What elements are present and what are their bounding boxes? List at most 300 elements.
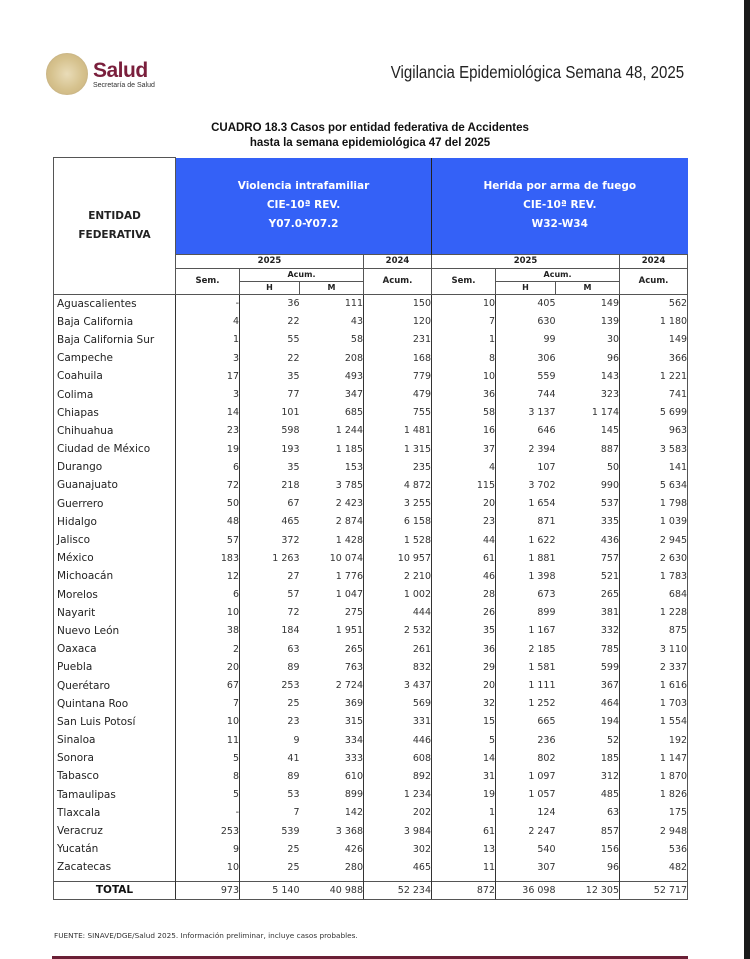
entity-name: Yucatán	[54, 840, 176, 858]
arma-acum-2024-cell: 1 221	[620, 367, 688, 385]
violencia-acum-2024-cell: 2 532	[364, 622, 432, 640]
violencia-acum-2024-cell: 569	[364, 695, 432, 713]
violencia-acum-2024-cell: 235	[364, 458, 432, 476]
entity-name: Coahuila	[54, 367, 176, 385]
violencia-acum-h-cell: 63	[240, 640, 300, 658]
arma-acum-2024-cell: 1 870	[620, 767, 688, 785]
caption-line-1: CUADRO 18.3 Casos por entidad federativa de Accidentes	[211, 122, 529, 134]
violencia-acum-m-cell: 10 074	[329, 552, 363, 564]
violencia-sem-cell: 23	[176, 422, 240, 440]
violencia-acum-m-cell: 275	[344, 607, 363, 619]
year-2025-header: 2025	[432, 254, 620, 268]
violencia-acum-2024-cell: 6 158	[364, 513, 432, 531]
entity-name: Sonora	[54, 749, 176, 767]
arma-acum-h-cell: 665	[496, 713, 556, 731]
arma-sem-cell: 61	[432, 822, 496, 840]
arma-sem-cell: 10	[432, 367, 496, 385]
entity-name: Hidalgo	[54, 513, 176, 531]
table-row	[54, 367, 688, 385]
entity-name: Aguascalientes	[54, 294, 176, 313]
violencia-acum-h-cell: 22	[240, 313, 300, 331]
violencia-acum-h-cell: 72	[240, 604, 300, 622]
entity-name: México	[54, 549, 176, 567]
arma-acum-m-cell: 381	[600, 607, 620, 619]
violencia-acum-2024-cell: 202	[364, 804, 432, 822]
acum-header: Acum.	[496, 268, 620, 281]
violencia-acum-m-cell: 369	[344, 698, 363, 710]
violencia-sem-cell: 14	[176, 404, 240, 422]
table-row	[54, 513, 688, 531]
arma-acum-h-cell: 3 137	[496, 404, 556, 422]
violencia-acum-h-cell: 7	[240, 804, 300, 822]
arma-acum-h-cell: 3 702	[496, 476, 556, 494]
arma-acum-h-cell: 744	[496, 385, 556, 403]
document-title: Vigilancia Epidemiológica Semana 48, 2025	[390, 62, 684, 82]
violencia-acum-2024-cell: 3 255	[364, 495, 432, 513]
arma-acum-h-cell: 2 185	[496, 640, 556, 658]
violencia-acum-2024-cell: 892	[364, 767, 432, 785]
entity-name: Colima	[54, 385, 176, 403]
violencia-acum-2024-cell: 168	[364, 349, 432, 367]
arma-acum-h-cell: 630	[496, 313, 556, 331]
arma-sem-cell: 5	[432, 731, 496, 749]
arma-acum-h-cell: 802	[496, 749, 556, 767]
entity-name: Puebla	[54, 658, 176, 676]
violencia-acum-m-cell: 58	[350, 334, 363, 346]
arma-acum-h-cell: 1 581	[496, 658, 556, 676]
entity-name: Ciudad de México	[54, 440, 176, 458]
arma-acum-h-cell: 871	[496, 513, 556, 531]
caption-line-2: hasta la semana epidemiológica 47 del 2025	[249, 137, 491, 149]
m-header: M	[556, 281, 620, 294]
arma-acum-m-cell: 156	[600, 843, 620, 855]
arma-sem-cell: 16	[432, 422, 496, 440]
violencia-acum-h-cell: 25	[240, 840, 300, 858]
year-2025-header: 2025	[176, 254, 364, 268]
salud-logo	[46, 53, 155, 95]
table-row	[54, 476, 688, 494]
arma-sem-cell: 11	[432, 858, 496, 876]
violencia-acum-h-cell: 67	[240, 495, 300, 513]
group-header-violencia: Violencia intrafamiliar CIE-10ª REV. Y07.0-Y07.2	[176, 158, 432, 255]
arma-sem-cell: 20	[432, 676, 496, 694]
violencia-acum-2024-cell: 302	[364, 840, 432, 858]
arma-acum-2024-cell: 141	[620, 458, 688, 476]
arma-sem-cell: 44	[432, 531, 496, 549]
arma-acum-h-cell: 99	[496, 331, 556, 349]
violencia-sem-cell: 50	[176, 495, 240, 513]
h-header: H	[240, 281, 300, 294]
arma-acum-m-cell: 1 174	[591, 407, 620, 419]
arma-acum-h-cell: 307	[496, 858, 556, 876]
table-row	[54, 622, 688, 640]
arma-acum-m-cell: 464	[600, 698, 620, 710]
arma-acum-h-cell: 1 167	[496, 622, 556, 640]
table-row	[54, 313, 688, 331]
arma-acum-m-cell: 96	[606, 352, 620, 364]
violencia-acum-m-cell: 685	[344, 407, 363, 419]
arma-acum-m-cell: 63	[606, 807, 620, 819]
violencia-sem-cell: 8	[176, 767, 240, 785]
violencia-acum-h-cell: 101	[240, 404, 300, 422]
arma-sem-cell: 1	[432, 331, 496, 349]
violencia-acum-m-cell: 153	[344, 461, 363, 473]
violencia-acum-2024-cell: 261	[364, 640, 432, 658]
violencia-acum-m-cell: 1 951	[335, 625, 363, 637]
violencia-sem-cell: 7	[176, 695, 240, 713]
arma-acum-m-cell: 194	[600, 716, 620, 728]
arma-acum-m-cell: 537	[600, 498, 620, 510]
entity-name: Querétaro	[54, 676, 176, 694]
arma-acum-m-cell: 521	[600, 570, 620, 582]
arma-acum-m-cell: 50	[606, 461, 620, 473]
violencia-acum-2024-cell: 3 984	[364, 822, 432, 840]
arma-sem-cell: 35	[432, 622, 496, 640]
violencia-acum-h-cell: 218	[240, 476, 300, 494]
violencia-acum-m-cell: 763	[344, 661, 363, 673]
arma-sem-cell: 10	[432, 294, 496, 313]
arma-sem-cell: 872	[432, 881, 496, 899]
violencia-acum-2024-cell: 331	[364, 713, 432, 731]
acum-2024-header: Acum.	[364, 268, 432, 294]
arma-acum-2024-cell: 1 826	[620, 786, 688, 804]
entity-name: Tamaulipas	[54, 786, 176, 804]
arma-acum-m-cell: 887	[600, 443, 620, 455]
table-row	[54, 331, 688, 349]
arma-sem-cell: 20	[432, 495, 496, 513]
violencia-acum-m-cell: 142	[344, 807, 363, 819]
violencia-acum-h-cell: 539	[240, 822, 300, 840]
arma-acum-2024-cell: 684	[620, 586, 688, 604]
violencia-sem-cell: -	[176, 804, 240, 822]
table-row	[54, 440, 688, 458]
violencia-acum-h-cell: 25	[240, 858, 300, 876]
arma-acum-h-cell: 1 252	[496, 695, 556, 713]
violencia-acum-2024-cell: 3 437	[364, 676, 432, 694]
arma-acum-m-cell: 96	[606, 861, 620, 873]
violencia-acum-h-cell: 25	[240, 695, 300, 713]
entity-name: Chihuahua	[54, 422, 176, 440]
violencia-sem-cell: 67	[176, 676, 240, 694]
arma-sem-cell: 37	[432, 440, 496, 458]
violencia-acum-m-cell: 1 047	[335, 589, 363, 601]
arma-sem-cell: 31	[432, 767, 496, 785]
violencia-sem-cell: 20	[176, 658, 240, 676]
entity-name: Zacatecas	[54, 858, 176, 876]
arma-sem-cell: 58	[432, 404, 496, 422]
entity-column-header: ENTIDAD FEDERATIVA	[54, 158, 176, 295]
table-row	[54, 840, 688, 858]
arma-acum-2024-cell: 1 039	[620, 513, 688, 531]
table-row	[54, 458, 688, 476]
violencia-acum-h-cell: 22	[240, 349, 300, 367]
violencia-acum-m-cell: 43	[350, 316, 363, 328]
arma-acum-2024-cell: 482	[620, 858, 688, 876]
arma-sem-cell: 29	[432, 658, 496, 676]
arma-acum-2024-cell: 536	[620, 840, 688, 858]
violencia-acum-2024-cell: 446	[364, 731, 432, 749]
entity-name: Quintana Roo	[54, 695, 176, 713]
arma-acum-2024-cell: 1 798	[620, 495, 688, 513]
table-row	[54, 495, 688, 513]
arma-sem-cell: 61	[432, 549, 496, 567]
arma-acum-m-cell: 367	[600, 680, 620, 692]
arma-acum-h-cell: 1 097	[496, 767, 556, 785]
violencia-sem-cell: 3	[176, 349, 240, 367]
violencia-sem-cell: 253	[176, 822, 240, 840]
arma-sem-cell: 8	[432, 349, 496, 367]
violencia-sem-cell: 5	[176, 749, 240, 767]
table-row	[54, 767, 688, 785]
violencia-acum-2024-cell: 755	[364, 404, 432, 422]
arma-acum-2024-cell: 2 948	[620, 822, 688, 840]
entity-name: Guerrero	[54, 495, 176, 513]
table-row	[54, 858, 688, 876]
violencia-acum-h-cell: 193	[240, 440, 300, 458]
arma-acum-2024-cell: 875	[620, 622, 688, 640]
arma-acum-h-cell: 107	[496, 458, 556, 476]
violencia-acum-m-cell: 426	[344, 843, 363, 855]
violencia-acum-m-cell: 493	[344, 370, 363, 382]
arma-acum-h-cell: 1 057	[496, 786, 556, 804]
entity-name: Nuevo León	[54, 622, 176, 640]
arma-acum-m-cell: 436	[600, 534, 620, 546]
acum-header: Acum.	[240, 268, 364, 281]
entity-name: TOTAL	[54, 881, 176, 899]
violencia-sem-cell: 38	[176, 622, 240, 640]
violencia-sem-cell: 10	[176, 604, 240, 622]
entity-name: San Luis Potosí	[54, 713, 176, 731]
entity-name: Chiapas	[54, 404, 176, 422]
violencia-acum-h-cell: 53	[240, 786, 300, 804]
violencia-sem-cell: 17	[176, 367, 240, 385]
m-header: M	[300, 281, 364, 294]
arma-acum-m-cell: 149	[600, 298, 620, 310]
sem-header: Sem.	[432, 268, 496, 294]
table-row	[54, 713, 688, 731]
table-row	[54, 786, 688, 804]
arma-acum-m-cell: 485	[600, 789, 620, 801]
arma-acum-2024-cell: 2 630	[620, 549, 688, 567]
violencia-acum-h-cell: 57	[240, 586, 300, 604]
table-row	[54, 385, 688, 403]
year-2024-header: 2024	[620, 254, 688, 268]
table-row	[54, 604, 688, 622]
violencia-acum-h-cell: 23	[240, 713, 300, 731]
violencia-acum-m-cell: 347	[344, 389, 363, 401]
arma-acum-2024-cell: 52 717	[620, 881, 688, 899]
violencia-acum-m-cell: 111	[344, 298, 363, 310]
entity-name: Veracruz	[54, 822, 176, 840]
violencia-sem-cell: 72	[176, 476, 240, 494]
arma-acum-m-cell: 52	[606, 734, 620, 746]
table-caption	[0, 121, 740, 151]
table-row	[54, 294, 688, 313]
arma-acum-h-cell: 1 881	[496, 549, 556, 567]
violencia-acum-m-cell: 333	[344, 752, 363, 764]
arma-acum-m-cell: 265	[600, 589, 620, 601]
violencia-sem-cell: 4	[176, 313, 240, 331]
violencia-acum-2024-cell: 52 234	[364, 881, 432, 899]
arma-sem-cell: 36	[432, 640, 496, 658]
violencia-acum-m-cell: 265	[344, 643, 363, 655]
violencia-acum-m-cell: 3 368	[335, 825, 363, 837]
arma-acum-m-cell: 139	[600, 316, 620, 328]
table-row	[54, 404, 688, 422]
entity-name: Nayarit	[54, 604, 176, 622]
arma-acum-2024-cell: 1 554	[620, 713, 688, 731]
arma-acum-2024-cell: 741	[620, 385, 688, 403]
table-row	[54, 567, 688, 585]
arma-sem-cell: 15	[432, 713, 496, 731]
sem-header: Sem.	[176, 268, 240, 294]
arma-acum-m-cell: 12 305	[556, 881, 620, 899]
violencia-acum-2024-cell: 1 234	[364, 786, 432, 804]
arma-sem-cell: 19	[432, 786, 496, 804]
arma-sem-cell: 13	[432, 840, 496, 858]
arma-sem-cell: 32	[432, 695, 496, 713]
arma-acum-m-cell: 143	[600, 370, 620, 382]
arma-acum-m-cell: 785	[600, 643, 620, 655]
violencia-acum-h-cell: 89	[240, 658, 300, 676]
table-row	[54, 804, 688, 822]
violencia-sem-cell: 5	[176, 786, 240, 804]
table-row	[54, 731, 688, 749]
violencia-acum-2024-cell: 1 481	[364, 422, 432, 440]
violencia-sem-cell: 6	[176, 458, 240, 476]
arma-sem-cell: 1	[432, 804, 496, 822]
arma-acum-2024-cell: 1 703	[620, 695, 688, 713]
arma-acum-m-cell: 335	[600, 516, 620, 528]
arma-acum-2024-cell: 175	[620, 804, 688, 822]
entity-name: Durango	[54, 458, 176, 476]
arma-acum-m-cell: 332	[600, 625, 620, 637]
arma-acum-m-cell: 757	[600, 552, 620, 564]
national-seal-icon	[46, 53, 88, 95]
violencia-acum-2024-cell: 1 315	[364, 440, 432, 458]
violencia-acum-h-cell: 253	[240, 676, 300, 694]
violencia-acum-m-cell: 280	[344, 861, 363, 873]
arma-acum-h-cell: 2 394	[496, 440, 556, 458]
violencia-sem-cell: 10	[176, 858, 240, 876]
violencia-acum-m-cell: 334	[344, 734, 363, 746]
violencia-acum-2024-cell: 465	[364, 858, 432, 876]
violencia-acum-2024-cell: 150	[364, 294, 432, 313]
violencia-acum-h-cell: 36	[240, 294, 300, 313]
arma-sem-cell: 28	[432, 586, 496, 604]
arma-sem-cell: 36	[432, 385, 496, 403]
arma-acum-2024-cell: 3 583	[620, 440, 688, 458]
violencia-acum-h-cell: 5 140	[240, 881, 300, 899]
violencia-acum-2024-cell: 231	[364, 331, 432, 349]
table-row	[54, 549, 688, 567]
violencia-acum-h-cell: 465	[240, 513, 300, 531]
arma-acum-m-cell: 145	[600, 425, 620, 437]
table-row	[54, 658, 688, 676]
violencia-sem-cell: 10	[176, 713, 240, 731]
violencia-acum-m-cell: 2 423	[335, 498, 363, 510]
violencia-acum-2024-cell: 479	[364, 385, 432, 403]
arma-acum-h-cell: 673	[496, 586, 556, 604]
arma-acum-2024-cell: 1 783	[620, 567, 688, 585]
acum-2024-header: Acum.	[620, 268, 688, 294]
violencia-acum-h-cell: 1 263	[240, 549, 300, 567]
arma-acum-2024-cell: 1 180	[620, 313, 688, 331]
arma-acum-m-cell: 323	[600, 389, 620, 401]
violencia-acum-m-cell: 1 185	[335, 443, 363, 455]
table-row	[54, 822, 688, 840]
accidents-table	[53, 157, 688, 900]
arma-acum-h-cell: 1 654	[496, 495, 556, 513]
violencia-acum-h-cell: 77	[240, 385, 300, 403]
arma-acum-h-cell: 236	[496, 731, 556, 749]
violencia-acum-h-cell: 41	[240, 749, 300, 767]
violencia-acum-2024-cell: 608	[364, 749, 432, 767]
violencia-acum-h-cell: 9	[240, 731, 300, 749]
violencia-acum-m-cell: 40 988	[300, 881, 364, 899]
violencia-sem-cell: 2	[176, 640, 240, 658]
violencia-acum-2024-cell: 1 528	[364, 531, 432, 549]
violencia-acum-2024-cell: 2 210	[364, 567, 432, 585]
violencia-acum-h-cell: 27	[240, 567, 300, 585]
arma-acum-h-cell: 36 098	[496, 881, 556, 899]
group-header-arma-fuego: Herida por arma de fuego CIE-10ª REV. W32-W34	[432, 158, 688, 255]
arma-acum-h-cell: 1 111	[496, 676, 556, 694]
logo-title: Salud	[93, 58, 148, 82]
violencia-acum-m-cell: 1 776	[335, 570, 363, 582]
entity-name: Guanajuato	[54, 476, 176, 494]
table-row	[54, 695, 688, 713]
violencia-sem-cell: -	[176, 294, 240, 313]
arma-acum-m-cell: 30	[606, 334, 620, 346]
violencia-sem-cell: 1	[176, 331, 240, 349]
arma-acum-m-cell: 185	[600, 752, 620, 764]
violencia-acum-h-cell: 89	[240, 767, 300, 785]
arma-acum-2024-cell: 2 337	[620, 658, 688, 676]
entity-name: Morelos	[54, 586, 176, 604]
violencia-acum-m-cell: 1 428	[335, 534, 363, 546]
entity-name: Oaxaca	[54, 640, 176, 658]
table-row	[54, 749, 688, 767]
arma-acum-h-cell: 646	[496, 422, 556, 440]
violencia-acum-2024-cell: 779	[364, 367, 432, 385]
violencia-acum-m-cell: 3 785	[335, 479, 363, 491]
arma-acum-m-cell: 312	[600, 770, 620, 782]
arma-acum-h-cell: 1 622	[496, 531, 556, 549]
violencia-acum-h-cell: 55	[240, 331, 300, 349]
violencia-acum-2024-cell: 4 872	[364, 476, 432, 494]
violencia-sem-cell: 3	[176, 385, 240, 403]
arma-sem-cell: 23	[432, 513, 496, 531]
window-edge	[744, 0, 750, 959]
entity-name: Campeche	[54, 349, 176, 367]
violencia-acum-h-cell: 35	[240, 458, 300, 476]
violencia-sem-cell: 48	[176, 513, 240, 531]
arma-sem-cell: 46	[432, 567, 496, 585]
arma-acum-h-cell: 899	[496, 604, 556, 622]
arma-acum-m-cell: 599	[600, 661, 620, 673]
arma-acum-2024-cell: 1 616	[620, 676, 688, 694]
table-row	[54, 349, 688, 367]
table-row	[54, 531, 688, 549]
violencia-acum-m-cell: 899	[344, 789, 363, 801]
year-2024-header: 2024	[364, 254, 432, 268]
violencia-acum-2024-cell: 832	[364, 658, 432, 676]
arma-sem-cell: 26	[432, 604, 496, 622]
entity-name: Jalisco	[54, 531, 176, 549]
arma-acum-2024-cell: 5 699	[620, 404, 688, 422]
violencia-acum-2024-cell: 444	[364, 604, 432, 622]
